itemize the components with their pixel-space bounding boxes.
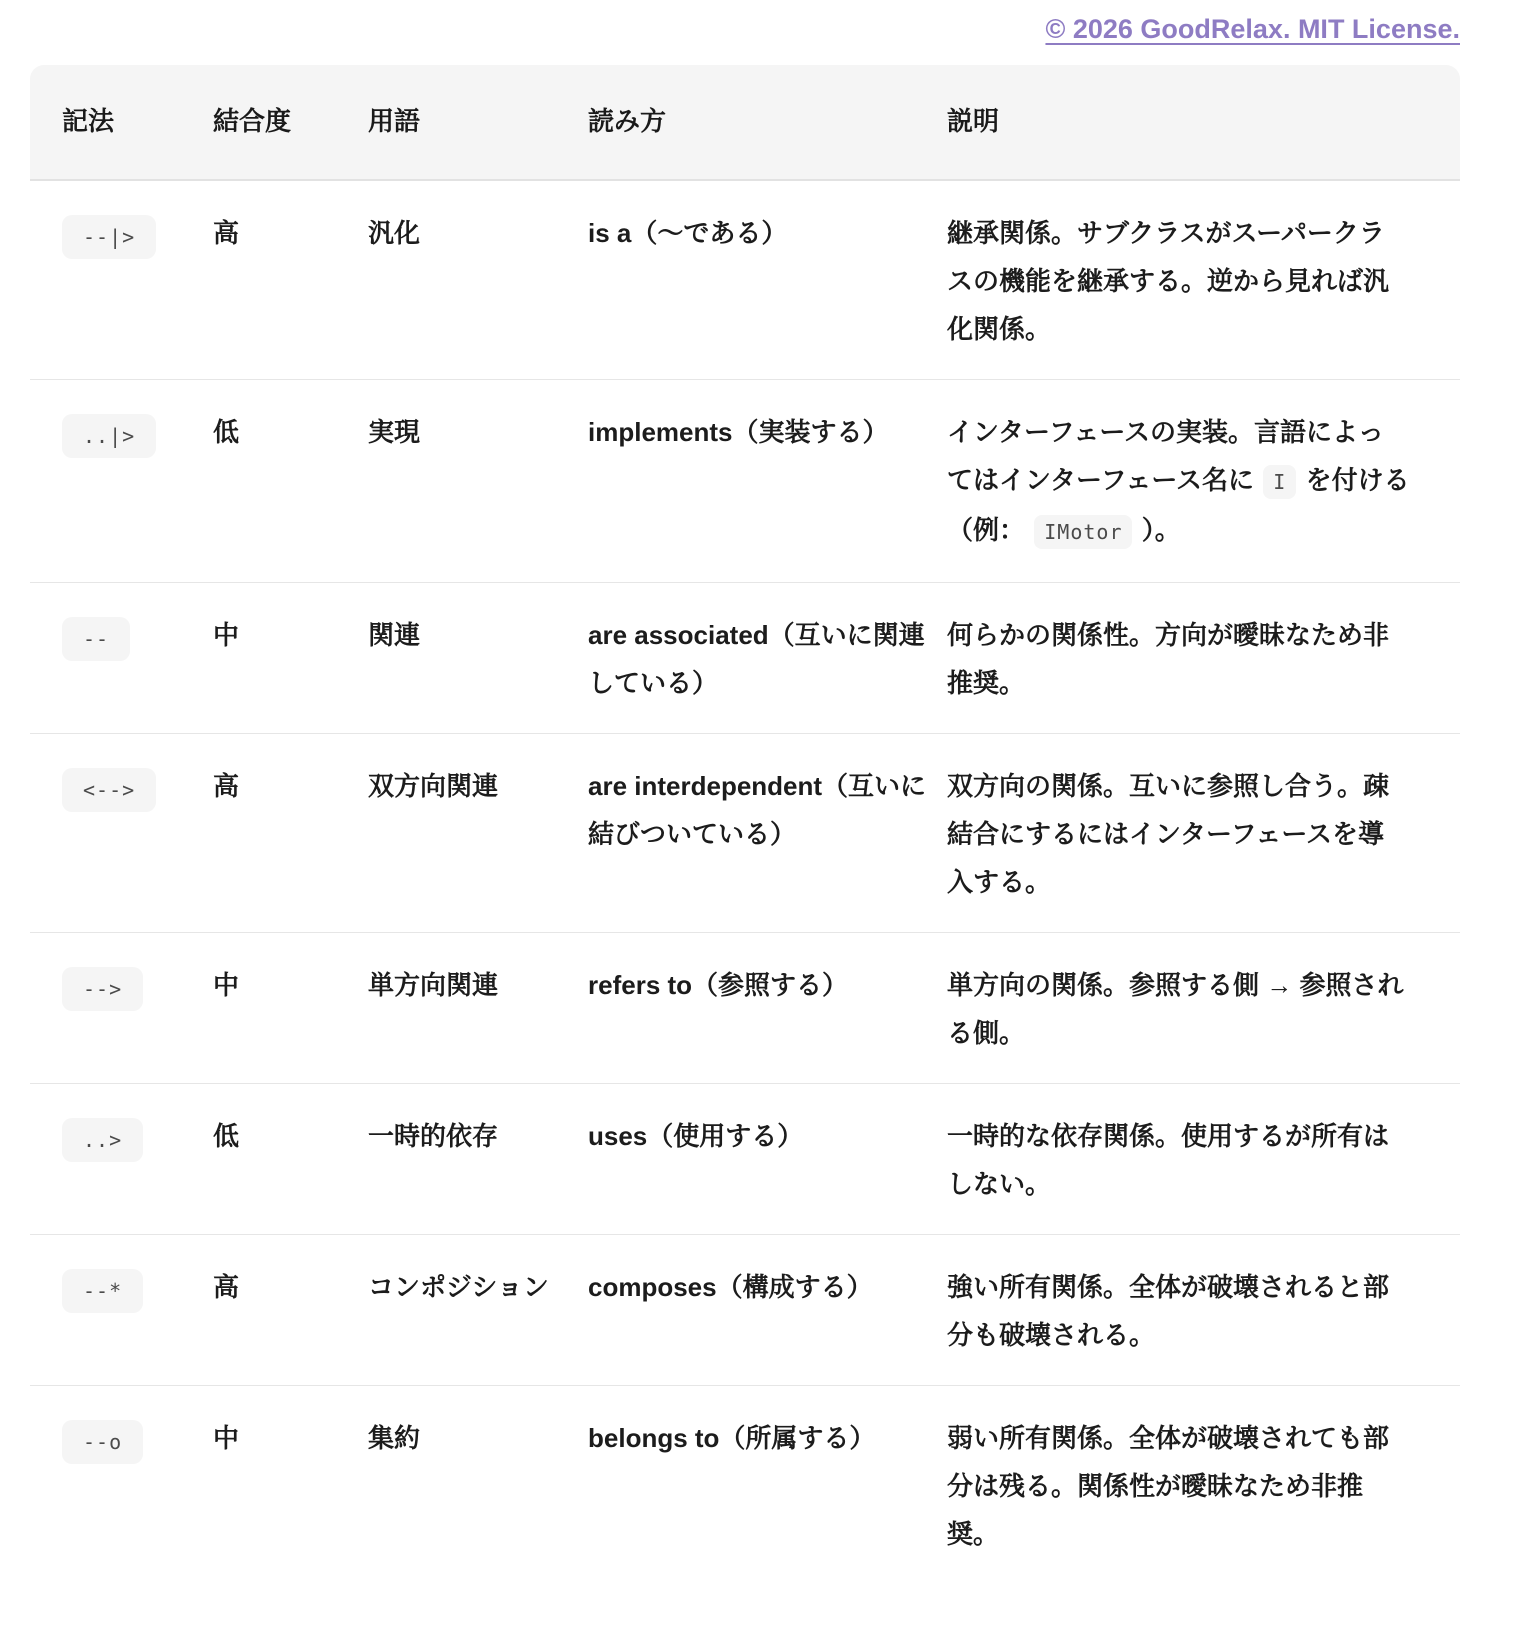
notation-code: <--> (62, 768, 156, 812)
column-header-description: 説明 (947, 106, 1000, 136)
coupling-cell: 中 (213, 620, 240, 650)
term-cell: 汎化 (368, 218, 421, 248)
notation-cell (62, 611, 213, 707)
description-cell (947, 209, 1428, 353)
description-text: ）。 (1134, 515, 1181, 545)
column-header-coupling: 結合度 (213, 106, 292, 136)
column-header-reading: 読み方 (588, 106, 667, 136)
table-row (30, 1385, 1460, 1584)
reading-cell: uses（使用する） (588, 1121, 804, 1151)
reading-cell: are associated（互いに関連している） (588, 620, 925, 698)
notation-cell (62, 961, 213, 1057)
reading-cell: refers to（参照する） (588, 970, 849, 1000)
term-cell: 双方向関連 (368, 771, 499, 801)
description-text: 一時的な依存関係。使用するが所有はしない。 (947, 1121, 1390, 1199)
term-cell: 一時的依存 (368, 1121, 499, 1151)
description-cell (947, 1263, 1428, 1359)
notation-code: --* (62, 1269, 143, 1313)
term-cell: コンポジション (368, 1272, 549, 1302)
description-text: 双方向の関係。互いに参照し合う。疎結合にするにはインターフェースを導入する。 (947, 771, 1390, 897)
notation-cell (62, 1112, 213, 1208)
description-cell (947, 961, 1428, 1057)
reading-cell: belongs to（所属する） (588, 1423, 876, 1453)
description-text: を付ける（例： (947, 465, 1410, 545)
notation-code: -- (62, 617, 130, 661)
table-row (30, 932, 1460, 1083)
column-header-term: 用語 (368, 106, 421, 136)
notation-code: --|> (62, 215, 156, 259)
reading-cell: is a（〜である） (588, 218, 788, 248)
license-link[interactable]: © 2026 GoodRelax. MIT License. (1045, 14, 1460, 44)
notation-cell (62, 1414, 213, 1558)
notation-code: --o (62, 1420, 143, 1464)
coupling-cell: 低 (213, 1121, 240, 1151)
table-row (30, 181, 1460, 379)
notation-code: ..|> (62, 414, 156, 458)
coupling-cell: 中 (213, 1423, 240, 1453)
coupling-cell: 高 (213, 771, 240, 801)
description-text: 単方向の関係。参照する側 → 参照される側。 (947, 970, 1404, 1048)
description-text: 強い所有関係。全体が破壊されると部分も破壊される。 (947, 1272, 1390, 1350)
notation-cell (62, 209, 213, 353)
description-cell (947, 762, 1428, 906)
inline-code: IMotor (1034, 515, 1132, 549)
table-row (30, 379, 1460, 582)
notation-cell (62, 408, 213, 556)
description-cell (947, 1414, 1428, 1558)
reading-cell: composes（構成する） (588, 1272, 873, 1302)
column-header-notation: 記法 (62, 106, 115, 136)
coupling-cell: 中 (213, 970, 240, 1000)
table-row (30, 733, 1460, 932)
notation-table (30, 65, 1460, 1584)
inline-code: I (1263, 465, 1296, 499)
table-row (30, 582, 1460, 733)
notation-code: --> (62, 967, 143, 1011)
table-body (30, 181, 1460, 1584)
term-cell: 実現 (368, 417, 421, 447)
term-cell: 関連 (368, 620, 421, 650)
table-header-row (30, 65, 1460, 181)
description-text: 弱い所有関係。全体が破壊されても部分は残る。関係性が曖昧なため非推奨。 (947, 1423, 1390, 1549)
notation-cell (62, 762, 213, 906)
description-text: 何らかの関係性。方向が曖昧なため非推奨。 (947, 620, 1390, 698)
description-cell (947, 1112, 1428, 1208)
notation-code: ..> (62, 1118, 143, 1162)
description-text: 継承関係。サブクラスがスーパークラスの機能を継承する。逆から見れば汎化関係。 (947, 218, 1390, 344)
reading-cell: implements（実装する） (588, 417, 889, 447)
notation-cell (62, 1263, 213, 1359)
table-row (30, 1234, 1460, 1385)
reading-cell: are interdependent（互いに結びついている） (588, 771, 927, 849)
page-header (0, 0, 1536, 51)
coupling-cell: 高 (213, 218, 240, 248)
description-cell (947, 611, 1428, 707)
coupling-cell: 高 (213, 1272, 240, 1302)
term-cell: 集約 (368, 1423, 421, 1453)
description-cell (947, 408, 1428, 556)
table-row (30, 1083, 1460, 1234)
term-cell: 単方向関連 (368, 970, 499, 1000)
coupling-cell: 低 (213, 417, 240, 447)
description-text: インターフェースの実装。言語によってはインターフェース名に (947, 417, 1385, 495)
